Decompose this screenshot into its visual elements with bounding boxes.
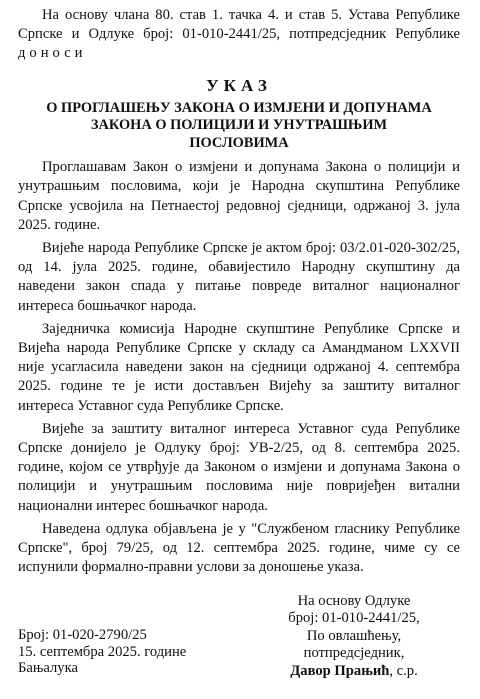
document-place: Бањалука <box>18 660 78 676</box>
intro-text: На основу члана 80. став 1. тачка 4. и став 5. Устава Републике Српске и Одлуке број: 01-010-2441/25, потпредсједник Републике <box>18 7 460 43</box>
body-paragraph: Проглашавам Закон о измјени и допунама Закона о полицији и унутрашњим пословима, који је Народна скупштина Републике Српске усвојила на Петнаестој редовној сједници, одржаној 3. јула 2025. године. <box>18 159 460 233</box>
body-paragraph: Наведена одлука објављена је у "Службеном гласнику Републике Српске", број 79/25, од 12. септембра 2025. године, чиме су се испунили формално-правни услови за доношење указа. <box>18 520 460 576</box>
decree-title: УКАЗ <box>206 75 272 95</box>
subtitle-line: ПОСЛОВИМА <box>189 134 289 151</box>
signature-line <box>268 663 440 680</box>
intro-spaced-word: доноси <box>18 45 87 62</box>
document-number: Број: 01-020-2790/25 <box>18 627 147 643</box>
signature-block <box>268 593 440 680</box>
subtitle-line: ЗАКОНА О ПОЛИЦИЈИ И УНУТРАШЊИМ <box>90 117 388 134</box>
signature-basis: На основу Одлуке <box>297 593 411 609</box>
document-reference <box>18 627 186 677</box>
intro-paragraph <box>18 6 460 64</box>
decree-subtitle <box>18 100 460 153</box>
signatory-suffix: , с.р. <box>389 662 418 679</box>
signature-decision-number: број: 01-010-2441/25, <box>288 610 420 627</box>
document-date: 15. септембра 2025. године <box>18 643 187 660</box>
body-paragraph: Заједничка комисија Народне скупштине Републике Српске и Вијећа народа Републике Српске у складу са Амандманом LXXVII није усагласила наведени закон на сједници одржаној 4. септембра 2025. године те је исти достављен Вијећу за заштиту виталног интереса Уставног суда Републике Српске. <box>18 320 460 414</box>
decree-body <box>18 6 460 581</box>
signature-role: потпредсједник, <box>303 645 405 662</box>
signatory-name: Давор Прањић <box>290 662 390 679</box>
body-paragraph: Вијеће за заштиту виталног интереса Уставног суда Републике Српске донијело је Одлуку број: УВ-2/25, од 8. септембра 2025. године, којом се утврђује да Законом о измјени и допунама Закона о полицији и унутрашњим пословима није повријеђен витални национални интерес бошњачког народа. <box>18 420 460 514</box>
signature-authorization: По овлашћењу, <box>306 627 402 644</box>
body-paragraph: Вијеће народа Републике Српске је актом број: 03/2.01-020-302/25, од 14. јула 2025. године, обавијестило Народну скупштину да наведени закон спада у питање повреде виталног националног интереса бошњачког народа. <box>18 239 460 314</box>
subtitle-line: О ПРОГЛАШЕЊУ ЗАКОНА О ИЗМЈЕНИ И ДОПУНАМА <box>46 99 432 116</box>
